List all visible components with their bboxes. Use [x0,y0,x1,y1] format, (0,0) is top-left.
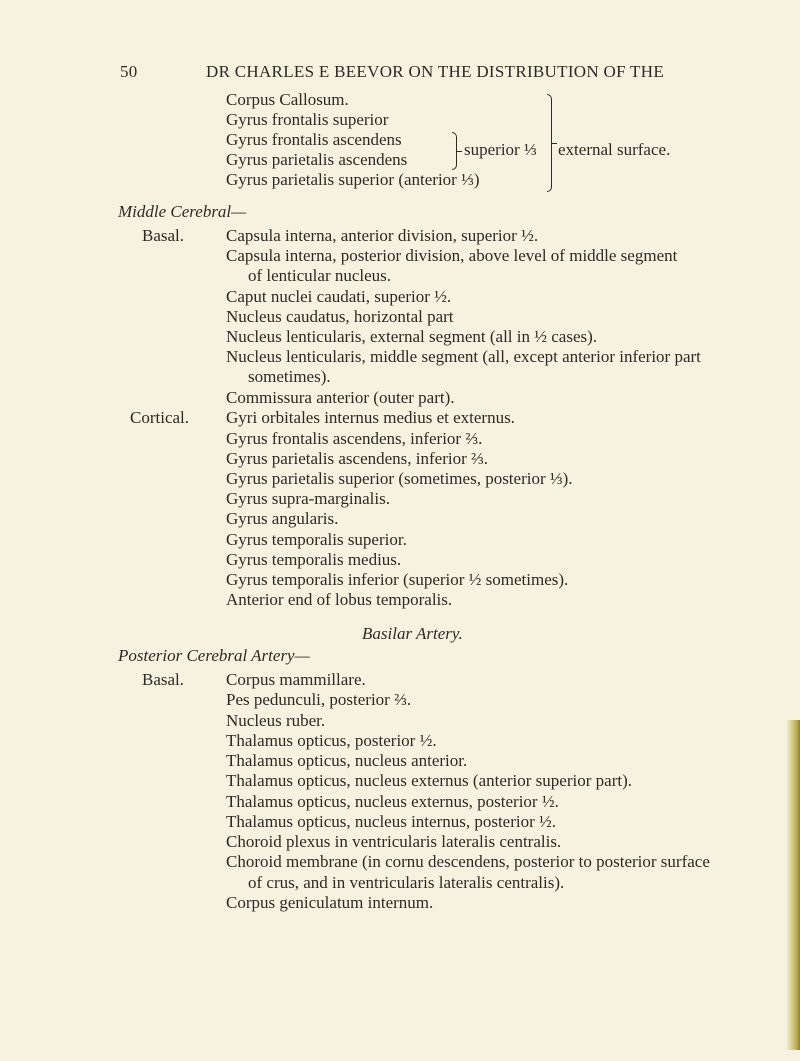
basilar-line: Corpus mammillare. [226,670,366,689]
top-line: Gyrus frontalis ascendens [226,130,402,149]
cortical-line: Gyrus temporalis superior. [226,530,407,549]
basilar-line: Thalamus opticus, nucleus anterior. [226,751,468,770]
inner-brace [452,132,457,170]
cortical-line: Gyrus angularis. [226,509,339,528]
basal-line: Nucleus lenticularis, external segment (all in ½ cases). [226,327,598,346]
cortical-line: Gyrus temporalis medius. [226,550,402,569]
basilar-line: of crus, and in ventricularis lateralis centralis). [248,873,565,892]
basilar-line: Thalamus opticus, nucleus externus (anterior superior part). [226,771,632,790]
top-line: Gyrus parietalis superior (anterior ⅓) [226,170,480,189]
running-title: DR CHARLES E BEEVOR ON THE DISTRIBUTION OF THE [206,62,665,81]
page-number: 50 [120,62,138,81]
section-heading: Basilar Artery. [362,624,463,643]
cortical-line: Anterior end of lobus temporalis. [226,590,453,609]
page-edge-shadow [786,720,800,1050]
section-heading: Middle Cerebral— [118,202,247,221]
basal-line: Nucleus lenticularis, middle segment (all, except anterior inferior part [226,347,701,366]
outer-brace [547,94,552,192]
section-subheading: Posterior Cerebral Artery— [118,646,310,665]
basilar-line: Thalamus opticus, posterior ½. [226,731,437,750]
basilar-line: Choroid plexus in ventricularis lateralis centralis. [226,832,562,851]
basal-line: Nucleus caudatus, horizontal part [226,307,454,326]
top-line: Gyrus frontalis superior [226,110,389,129]
basal-line: Commissura anterior (outer part). [226,388,455,407]
basilar-line: Pes pedunculi, posterior ⅔. [226,690,412,709]
inner-brace-label: superior ⅓ [464,140,537,159]
cortical-line: Gyrus supra-marginalis. [226,489,390,508]
basal-line: Capsula interna, anterior division, superior ½. [226,226,539,245]
basal-line: Caput nuclei caudati, superior ½. [226,287,452,306]
cortical-label: Cortical. [130,408,190,427]
basal-line: sometimes). [248,367,331,386]
basilar-line: Thalamus opticus, nucleus externus, posterior ½. [226,792,559,811]
basilar-line: Choroid membrane (in cornu descendens, posterior to posterior surface [226,852,710,871]
top-line: Gyrus parietalis ascendens [226,150,408,169]
outer-brace-label: external surface. [558,140,671,159]
basal-line: of lenticular nucleus. [248,266,392,285]
basal-line: Capsula interna, posterior division, above level of middle segment [226,246,678,265]
top-line: Corpus Callosum. [226,90,349,109]
basal-label: Basal. [142,670,185,689]
basal-label: Basal. [142,226,185,245]
basilar-line: Thalamus opticus, nucleus internus, posterior ½. [226,812,557,831]
cortical-line: Gyrus frontalis ascendens, inferior ⅔. [226,429,483,448]
basilar-line: Corpus geniculatum internum. [226,893,434,912]
basilar-line: Nucleus ruber. [226,711,326,730]
cortical-line: Gyrus temporalis inferior (superior ½ sometimes). [226,570,569,589]
cortical-line: Gyrus parietalis superior (sometimes, posterior ⅓). [226,469,573,488]
cortical-line: Gyrus parietalis ascendens, inferior ⅔. [226,449,488,468]
cortical-line: Gyri orbitales internus medius et externus. [226,408,515,427]
